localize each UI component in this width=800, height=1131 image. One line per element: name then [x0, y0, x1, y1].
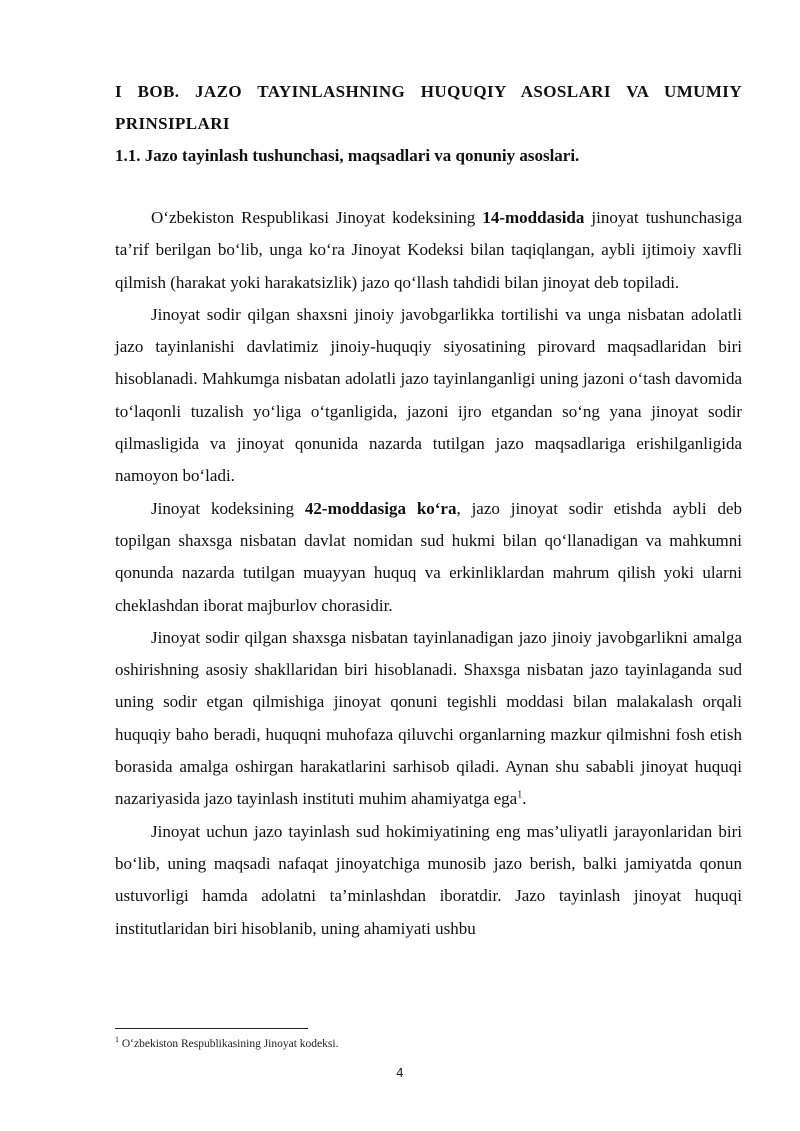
footnote-reference[interactable]: 1	[517, 789, 523, 801]
paragraph-5	[115, 816, 742, 945]
paragraph-3	[115, 493, 742, 622]
page-number: 4	[396, 1066, 404, 1080]
paragraph-text: Jinoyat sodir qilgan shaxsni jinoiy javobgarlikka tortilishi va unga nisbatan adolatli jazo tayinlanishi davlatimiz jinoiy-huquqiy siyosatining pirovard maqsadlaridan biri hisoblanadi. Mahkumga nisbatan adolatli jazo tayinlanganligi uning jazoni o‘tash davomida to‘laqonli tuzalish yo‘liga o‘tganligida, jazoni ijro etgandan so‘ng yana jinoyat sodir qilmasligida va jinoyat qonunida nazarda tutilgan jazo maqsadlariga erishilganligida namoyon bo‘ladi.	[115, 304, 742, 486]
footnote-marker: 1	[115, 1035, 119, 1045]
paragraph-text: Jinoyat sodir qilgan shaxsga nisbatan tayinlanadigan jazo jinoiy javobgarlikni amalga oshirishning asosiy shakllaridan biri hisoblanadi. Shaxsga nisbatan jazo tayinlaganda sud uning sodir etgan qilmishiga jinoyat qonuni tegishli moddasi bilan malakalash orqali huquqiy baho beradi, huquqni muhofaza qiluvchi organlarning mazkur qilmishni fosh etish borasida amalga oshirgan harakatlarini sarhisob qiladi. Aynan shu sababli jinoyat huquqi nazariyasida jazo tayinlash instituti muhim ahamiyatga ega	[115, 627, 742, 809]
paragraph-text: Jinoyat uchun jazo tayinlash sud hokimiyatining eng mas’uliyatli jarayonlaridan biri bo‘lib, uning maqsadi nafaqat jinoyatchiga munosib jazo berish, balki jamiyatda qonun ustuvorligi hamda adolatni ta’minlashdan iboratdir. Jazo tayinlash jinoyat huquqi institutlaridan biri hisoblanib, uning ahamiyati ushbu	[115, 821, 742, 938]
paragraph-4	[115, 622, 742, 816]
paragraph-text: jinoyat tushunchasiga ta’rif berilgan bo‘lib, unga ko‘ra Jinoyat Kodeksi bilan taqiqlangan, aybli ijtimoiy xavfli qilmish (harakat yoki harakatsizlik) jazo qo‘llash tahdidi bilan jinoyat deb topiladi.	[115, 208, 743, 292]
paragraph-1	[115, 202, 742, 299]
footnote	[115, 1036, 338, 1052]
section-title: 1.1. Jazo tayinlash tushunchasi, maqsadlari va qonuniy asoslari.	[115, 146, 580, 165]
paragraph-text: O‘zbekiston Respublikasi Jinoyat kodeksining	[151, 208, 483, 227]
paragraph-text: Jinoyat kodeksining	[151, 498, 305, 518]
paragraph-text: , jazo jinoyat sodir etishda aybli deb topilgan shaxsga nisbatan davlat nomidan sud hukmi bilan qo‘llanadigan va mahkumni qonunda nazarda tutilgan muayyan huquq va erkinliklardan mahrum qilish yoki ularni cheklashdan iborat majburlov chorasidir.	[115, 498, 743, 615]
footnote-separator	[115, 1028, 308, 1029]
article-reference: 14-moddasida	[482, 208, 585, 227]
article-reference: 42-moddasiga ko‘ra	[304, 498, 457, 518]
paragraph-text: .	[522, 789, 527, 809]
footnote-text: O‘zbekiston Respublikasining Jinoyat kodeksi.	[119, 1038, 339, 1050]
paragraph-2	[115, 299, 742, 493]
chapter-title: I BOB. JAZO TAYINLASHNING HUQUQIY ASOSLARI VA UMUMIY PRINSIPLARI	[115, 82, 742, 133]
page-body	[115, 76, 742, 945]
